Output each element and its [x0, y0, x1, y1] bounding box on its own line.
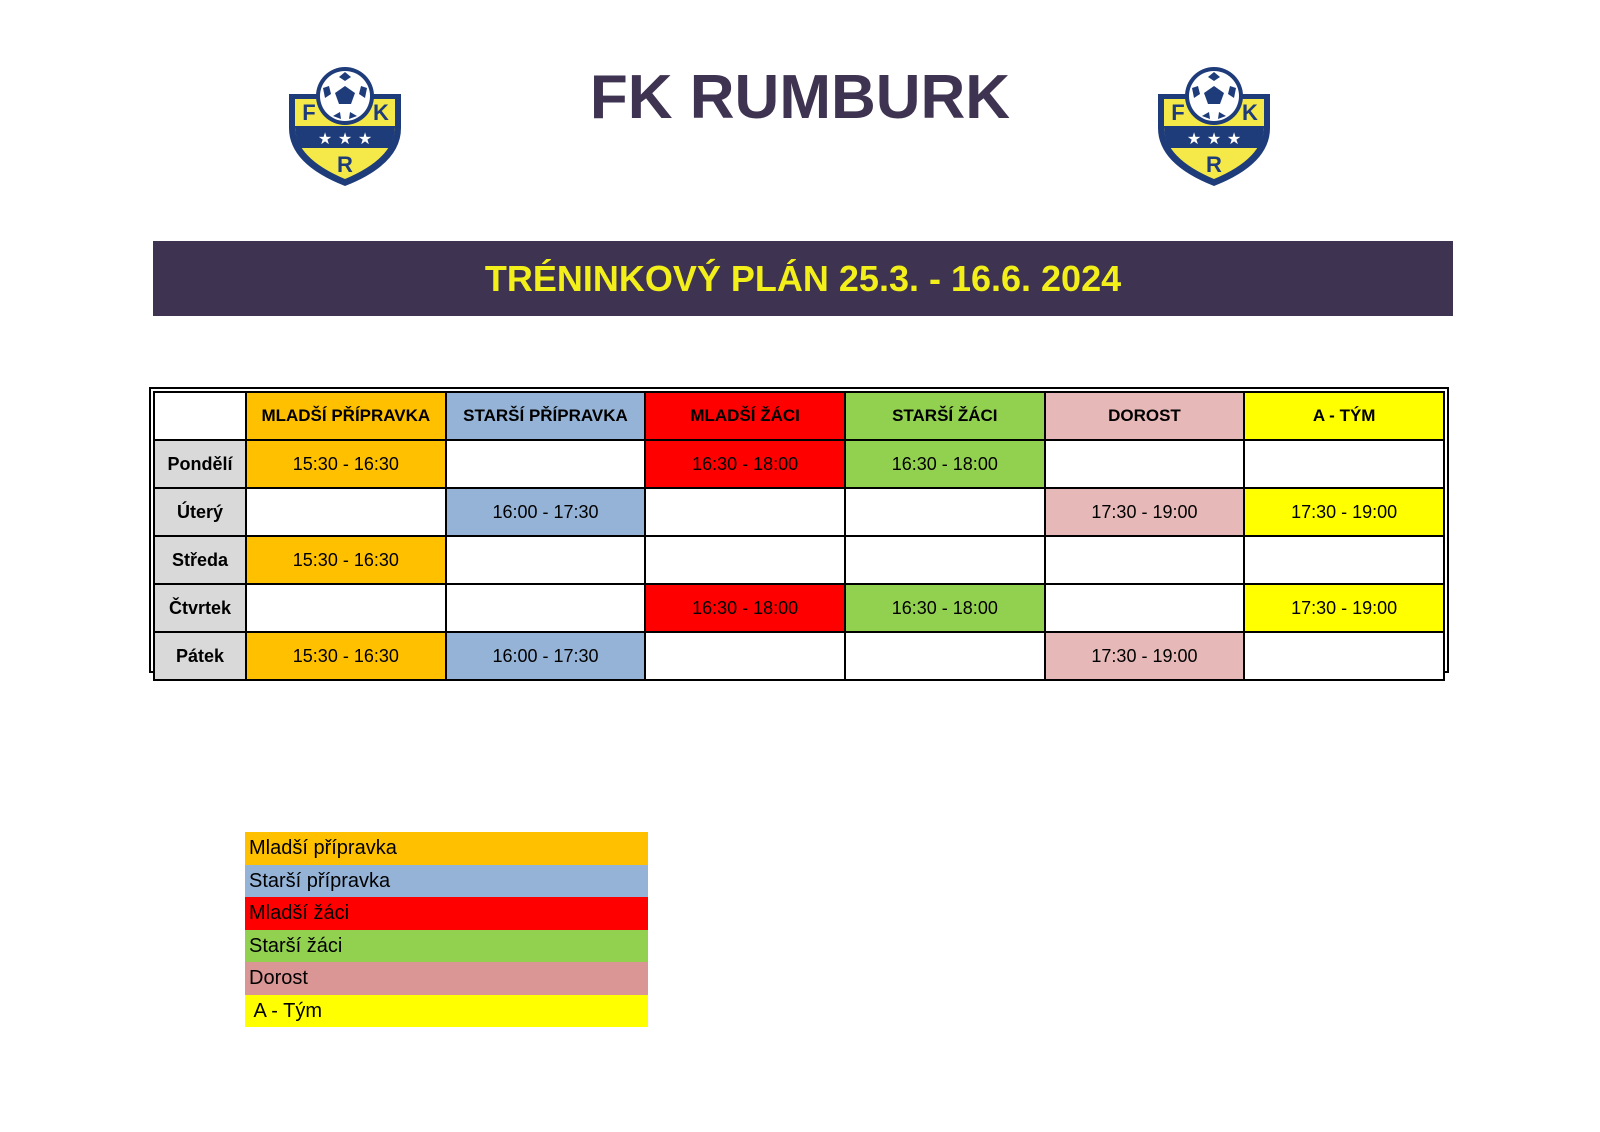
logo-letter-r: R: [337, 152, 353, 177]
schedule-cell: 16:30 - 18:00: [845, 440, 1045, 488]
schedule-cell: 16:30 - 18:00: [645, 440, 845, 488]
schedule-cell: [845, 488, 1045, 536]
schedule-cell: [1244, 632, 1444, 680]
schedule-cell: [645, 536, 845, 584]
schedule-cell: [645, 632, 845, 680]
svg-text:★: ★: [337, 129, 353, 148]
legend-item: Mladší žáci: [245, 897, 648, 930]
logo-letter-f: F: [302, 100, 316, 125]
plan-title: TRÉNINKOVÝ PLÁN 25.3. - 16.6. 2024: [484, 257, 1122, 299]
schedule-cell: [1244, 536, 1444, 584]
legend-item: Mladší přípravka: [245, 832, 648, 865]
logo-letter-r: R: [1206, 152, 1222, 177]
legend-item: A - Tým: [245, 995, 648, 1028]
schedule-cell: 17:30 - 19:00: [1045, 488, 1245, 536]
day-label: Středa: [154, 536, 246, 584]
schedule-cell: 16:00 - 17:30: [446, 488, 646, 536]
schedule-cell: 15:30 - 16:30: [246, 632, 446, 680]
schedule-cell: 16:00 - 17:30: [446, 632, 646, 680]
schedule-cell: [845, 536, 1045, 584]
schedule-cell: 16:30 - 18:00: [645, 584, 845, 632]
schedule-cell: 15:30 - 16:30: [246, 536, 446, 584]
svg-text:★: ★: [1186, 129, 1202, 148]
logo-letter-f: F: [1171, 100, 1185, 125]
schedule-cell: [446, 440, 646, 488]
schedule-header-row: [154, 392, 1444, 440]
svg-text:★: ★: [1226, 129, 1242, 148]
schedule-cell: [1244, 440, 1444, 488]
schedule-cell: [246, 584, 446, 632]
legend-item: Starší žáci: [245, 930, 648, 963]
table-row: [154, 584, 1444, 632]
schedule-cell: [446, 536, 646, 584]
column-header: A - TÝM: [1244, 392, 1444, 440]
color-legend: [245, 832, 648, 1027]
day-label: Čtvrtek: [154, 584, 246, 632]
schedule-cell: [1045, 536, 1245, 584]
column-header: STARŠÍ PŘÍPRAVKA: [446, 392, 646, 440]
svg-text:★: ★: [357, 129, 373, 148]
schedule-cell: 16:30 - 18:00: [845, 584, 1045, 632]
table-row: [154, 536, 1444, 584]
svg-text:★: ★: [1206, 129, 1222, 148]
schedule-cell: [446, 584, 646, 632]
table-row: [154, 440, 1444, 488]
schedule-cell: 15:30 - 16:30: [246, 440, 446, 488]
table-row: [154, 632, 1444, 680]
schedule-cell: [1045, 584, 1245, 632]
plan-banner: [153, 241, 1453, 316]
svg-text:★: ★: [317, 129, 333, 148]
schedule-cell: 17:30 - 19:00: [1045, 632, 1245, 680]
day-label: Úterý: [154, 488, 246, 536]
day-label: Pátek: [154, 632, 246, 680]
club-title: FK RUMBURK: [589, 63, 1011, 132]
column-header: DOROST: [1045, 392, 1245, 440]
legend-item: Dorost: [245, 962, 648, 995]
schedule-cell: 17:30 - 19:00: [1244, 488, 1444, 536]
schedule-cell: [645, 488, 845, 536]
logo-letter-k: K: [373, 100, 389, 125]
schedule-cell: [1045, 440, 1245, 488]
column-header: STARŠÍ ŽÁCI: [845, 392, 1045, 440]
schedule-cell: 17:30 - 19:00: [1244, 584, 1444, 632]
club-logo-right: [1154, 66, 1274, 188]
schedule-cell: [845, 632, 1045, 680]
legend-item: Starší přípravka: [245, 865, 648, 898]
schedule-cell: [246, 488, 446, 536]
column-header: MLADŠÍ PŘÍPRAVKA: [246, 392, 446, 440]
corner-cell: [154, 392, 246, 440]
table-row: [154, 488, 1444, 536]
day-label: Pondělí: [154, 440, 246, 488]
logo-letter-k: K: [1242, 100, 1258, 125]
column-header: MLADŠÍ ŽÁCI: [645, 392, 845, 440]
schedule-table: [149, 387, 1449, 673]
